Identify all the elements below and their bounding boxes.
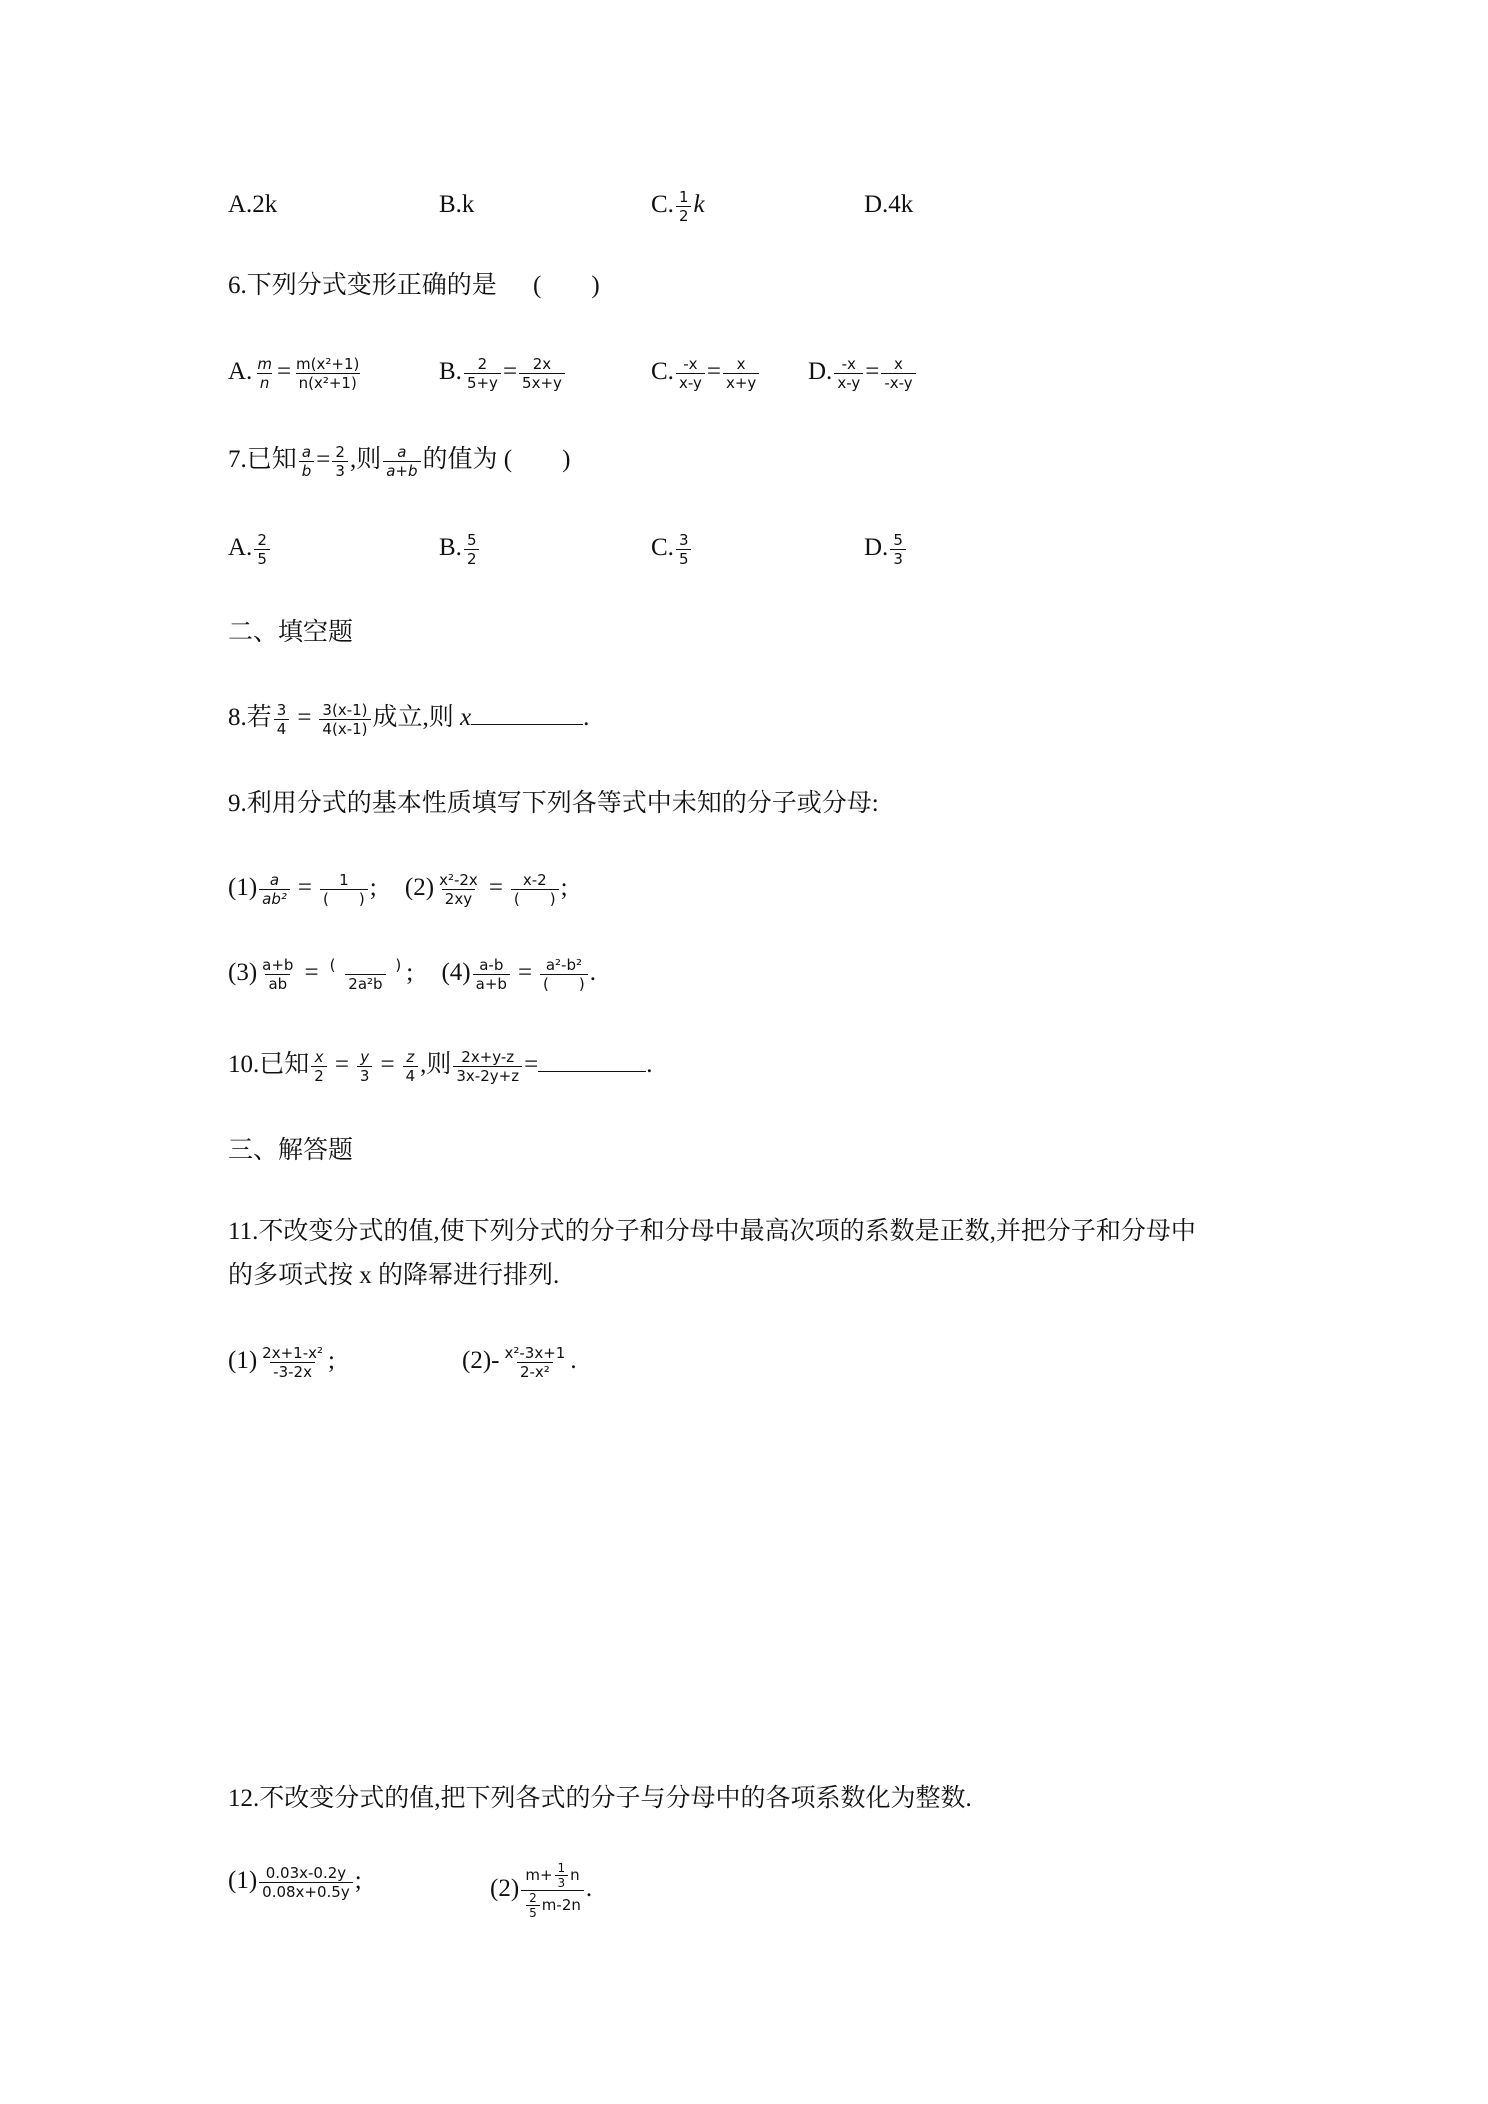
punctuation: ; xyxy=(328,1347,335,1374)
fraction xyxy=(511,871,559,908)
fraction-numerator: 3 xyxy=(678,530,689,549)
fraction-numerator: 2x+1-x² xyxy=(262,1343,323,1362)
fraction-denominator: 2a²b xyxy=(345,974,385,993)
fraction-denominator: 0.08x+0.5y xyxy=(259,1882,353,1901)
period: . xyxy=(646,1051,653,1078)
fraction-denominator: x-y xyxy=(676,373,705,392)
section-heading-fill-blank: 二、填空题 xyxy=(228,619,354,646)
fraction-numerator: 1 xyxy=(557,1861,566,1875)
fraction-denominator: ab xyxy=(265,974,290,993)
fraction xyxy=(357,1048,373,1085)
fraction xyxy=(453,1048,522,1085)
fraction-numerator: a+b xyxy=(262,955,294,974)
fraction-numerator: 2 xyxy=(335,442,345,461)
equals-sign: = xyxy=(334,1051,349,1078)
q5-option-c-fraction xyxy=(676,188,692,225)
q5-option-a: A.2k xyxy=(228,191,278,218)
fraction xyxy=(254,531,270,568)
fraction-numerator: a xyxy=(397,442,407,461)
item-label: (1) xyxy=(228,874,258,901)
fraction-denominator: 3 xyxy=(555,1875,569,1890)
q6-answer-paren: ( ) xyxy=(533,272,600,299)
fraction xyxy=(473,956,510,993)
fraction xyxy=(259,871,290,908)
fraction-numerator: x xyxy=(894,354,903,373)
punctuation: . xyxy=(570,1347,577,1374)
q7-option-d xyxy=(864,528,908,568)
fraction-denominator: 4 xyxy=(274,719,290,738)
fraction-denominator: 3 xyxy=(332,461,348,480)
answer-blank[interactable] xyxy=(538,1049,646,1072)
fraction-denominator: ab² xyxy=(259,889,290,908)
fraction-denominator: a+b xyxy=(473,974,510,993)
q6-option-d: D. $\frac{-x}{x-y}$ = $\frac{x}{-x-y}$ xyxy=(808,352,918,392)
denominator-text: m-2n xyxy=(541,1896,581,1914)
fraction-denominator: 3 xyxy=(357,1066,373,1085)
fraction xyxy=(723,355,759,392)
fraction-denominator: 5+y xyxy=(464,373,501,392)
fraction-numerator: x²-3x+1 xyxy=(504,1343,566,1362)
q7-option-c xyxy=(651,528,693,568)
fraction-denominator[interactable]: ( ) xyxy=(511,889,559,908)
fraction-denominator: 2xy xyxy=(442,889,475,908)
fraction-denominator: 2-x² xyxy=(517,1362,553,1381)
q7-text: 的值为 xyxy=(422,446,498,473)
numerator-text: m+ xyxy=(525,1866,553,1884)
q11-item-2 xyxy=(462,1341,577,1381)
fraction-numerator: 0.03x-0.2y xyxy=(265,1863,347,1882)
item-label: (2)- xyxy=(462,1347,500,1374)
fraction-numerator: 2x+y-z xyxy=(461,1047,515,1066)
fraction-numerator xyxy=(522,1861,582,1890)
fraction-denominator: x+y xyxy=(723,373,759,392)
option-label: A. xyxy=(228,358,253,385)
fraction-numerator: 5 xyxy=(893,530,903,549)
fraction-numerator: m xyxy=(257,354,272,373)
fraction-numerator: 2 xyxy=(257,530,267,549)
fraction-denominator[interactable]: ( ) xyxy=(540,974,588,993)
fraction-numerator[interactable]: ( ) xyxy=(329,955,402,974)
fraction xyxy=(501,1344,568,1381)
punctuation: ; xyxy=(406,959,414,986)
fraction-denominator: x-y xyxy=(834,373,863,392)
fraction-denominator: 3x-2y+z xyxy=(453,1066,522,1085)
fraction xyxy=(274,701,290,738)
q9-item-2 xyxy=(404,870,568,908)
fraction xyxy=(259,956,296,993)
fraction-numerator: 1 xyxy=(339,870,349,889)
fraction xyxy=(259,1344,326,1381)
q6-stem xyxy=(228,266,600,306)
q11-line2: 的多项式按 x 的降幂进行排列. xyxy=(228,1262,560,1289)
fraction-numerator: y xyxy=(360,1047,370,1066)
fraction-numerator: x xyxy=(314,1047,324,1066)
equals-sign: = xyxy=(316,446,331,473)
fraction-numerator: x-2 xyxy=(522,870,547,889)
q5-option-c xyxy=(651,185,705,225)
punctuation: ; xyxy=(369,874,377,901)
q6-option-b: B. $\frac{2}{5+y}$ = $\frac{2x}{5x+y}$ xyxy=(439,352,567,392)
q9-item-3 xyxy=(228,955,419,993)
q8-text: 8.若 xyxy=(228,704,272,731)
option-label: B. xyxy=(439,534,462,561)
equals-sign: = xyxy=(297,874,312,901)
q10 xyxy=(228,1045,652,1085)
q9-item-1 xyxy=(228,870,383,908)
fraction-numerator: z xyxy=(406,1047,415,1066)
fraction xyxy=(259,1864,353,1901)
fraction xyxy=(254,355,275,392)
q9-items-row1 xyxy=(228,868,568,908)
q7-text: ,则 xyxy=(349,446,382,473)
q7-stem xyxy=(228,440,570,480)
fraction-denominator: 2 xyxy=(464,549,480,568)
fraction-denominator: 3 xyxy=(890,549,906,568)
q7-option-b xyxy=(439,528,481,568)
fraction xyxy=(521,1861,584,1920)
q6-option-c: C. $\frac{-x}{x-y}$ = $\frac{x}{x+y}$ xyxy=(651,352,761,392)
fraction xyxy=(834,355,863,392)
q12-item-1 xyxy=(228,1861,362,1901)
fraction-denominator xyxy=(521,1890,584,1920)
fraction-denominator: b xyxy=(299,461,315,480)
fraction xyxy=(881,355,915,392)
nested-fraction xyxy=(555,1861,569,1890)
fraction-numerator: 2x xyxy=(532,354,552,373)
q12-item-2 xyxy=(490,1861,592,1920)
fraction xyxy=(311,1048,327,1085)
fraction xyxy=(299,443,315,480)
q5-option-d: D.4k xyxy=(864,191,914,218)
fraction xyxy=(540,956,588,993)
option-label: D. xyxy=(864,534,889,561)
fraction xyxy=(436,871,481,908)
fraction-denominator: 5 xyxy=(526,1905,540,1920)
q5-option-b: B.k xyxy=(439,191,475,218)
fraction-numerator: a²-b² xyxy=(545,955,582,974)
equals-sign: = xyxy=(304,959,319,986)
q9-items-row2 xyxy=(228,953,596,993)
q10-text: ,则 xyxy=(420,1051,452,1078)
punctuation: . xyxy=(585,1875,593,1903)
fraction xyxy=(319,701,370,738)
equals-sign: = xyxy=(488,874,503,901)
punctuation: ; xyxy=(560,874,568,901)
fraction xyxy=(403,1048,419,1085)
fraction-denominator: 2 xyxy=(676,206,692,225)
fraction-denominator: -3-2x xyxy=(270,1362,315,1381)
q7-options xyxy=(228,528,1228,578)
equals-sign: = xyxy=(380,1051,395,1078)
fraction-numerator: a-b xyxy=(479,955,504,974)
fraction xyxy=(519,355,565,392)
q8 xyxy=(228,698,589,738)
fraction-denominator: 5 xyxy=(676,549,692,568)
item-label: (2) xyxy=(404,874,435,901)
fraction-denominator[interactable]: ( ) xyxy=(320,889,368,908)
fraction-numerator: 1 xyxy=(678,187,689,206)
q6-stem-text: 6.下列分式变形正确的是 xyxy=(228,272,497,299)
answer-blank[interactable] xyxy=(471,702,583,725)
item-label: (3) xyxy=(228,959,258,986)
q6-option-a: A. $\frac{m}{n}$ = $\frac{\text{m(x²+1)}}{\text{n(x²+1)}}$ xyxy=(228,352,364,392)
fraction-numerator: 2 xyxy=(477,354,488,373)
item-label: (2) xyxy=(490,1875,520,1903)
item-label: (1) xyxy=(228,1867,258,1894)
fraction xyxy=(320,871,368,908)
fraction-denominator: n(x²+1) xyxy=(296,373,360,392)
fraction-numerator: -x xyxy=(683,354,698,373)
q9-stem: 9.利用分式的基本性质填写下列各等式中未知的分子或分母: xyxy=(228,790,879,817)
fraction-numerator: x xyxy=(736,354,746,373)
fraction-numerator: a xyxy=(301,442,312,461)
option-label: D. xyxy=(808,358,833,385)
fraction-denominator: -x-y xyxy=(881,373,915,392)
fraction-denominator: 5 xyxy=(254,549,270,568)
fraction xyxy=(327,956,405,993)
q8-text: 成立,则 xyxy=(372,704,454,731)
q12-items xyxy=(228,1861,1128,1921)
q8-variable: x xyxy=(460,704,472,731)
fraction-denominator: 4 xyxy=(403,1066,419,1085)
option-label: A. xyxy=(228,534,253,561)
q5-option-c-suffix: k xyxy=(693,191,705,218)
fraction-numerator: 3(x-1) xyxy=(322,700,368,719)
q5-option-c-label: C. xyxy=(651,191,674,218)
fraction xyxy=(293,355,362,392)
nested-fraction xyxy=(526,1891,540,1920)
fraction-denominator: a+b xyxy=(383,461,420,480)
q9-item-4 xyxy=(441,955,597,993)
fraction-numerator: m(x²+1) xyxy=(296,354,360,373)
numerator-text: n xyxy=(570,1866,580,1884)
q5-options xyxy=(228,185,1228,225)
option-label: C. xyxy=(651,358,674,385)
fraction-denominator: n xyxy=(257,373,273,392)
fraction xyxy=(464,355,501,392)
option-label: C. xyxy=(651,534,674,561)
q12-stem: 12.不改变分式的值,把下列各式的分子与分母中的各项系数化为整数. xyxy=(228,1785,972,1812)
period: . xyxy=(583,704,590,731)
fraction-numerator: -x xyxy=(841,354,856,373)
fraction-denominator: 2 xyxy=(311,1066,327,1085)
punctuation: ; xyxy=(354,1867,362,1894)
section-heading-solve: 三、解答题 xyxy=(228,1137,354,1164)
fraction-numerator: 2 xyxy=(529,1891,537,1905)
q11-line1: 11.不改变分式的值,使下列分式的分子和分母中最高次项的系数是正数,并把分子和分母中 xyxy=(228,1218,1196,1245)
q10-text: 10.已知 xyxy=(228,1051,310,1078)
item-label: (1) xyxy=(228,1347,258,1374)
q11-item-1 xyxy=(228,1341,335,1381)
fraction xyxy=(890,531,906,568)
fraction xyxy=(383,443,420,480)
fraction xyxy=(676,531,692,568)
fraction-numerator: a xyxy=(269,870,280,889)
item-label: (4) xyxy=(441,959,471,986)
fraction-numerator: 5 xyxy=(466,530,477,549)
fraction xyxy=(464,531,480,568)
equals-sign: = xyxy=(524,1051,539,1078)
fraction-denominator: 4(x-1) xyxy=(319,719,370,738)
fraction xyxy=(332,443,348,480)
q7-answer-paren: ( ) xyxy=(503,446,571,473)
fraction-numerator: x²-2x xyxy=(439,870,478,889)
fraction-denominator: 5x+y xyxy=(519,373,565,392)
q6-options xyxy=(228,352,1228,402)
equals-sign: = xyxy=(517,959,533,986)
punctuation: . xyxy=(589,959,597,986)
q7-option-a xyxy=(228,528,272,568)
q11-items xyxy=(228,1341,1128,1391)
option-label: B. xyxy=(439,358,462,385)
fraction-numerator: 3 xyxy=(276,700,287,719)
q7-text: 7.已知 xyxy=(228,446,297,473)
fraction xyxy=(676,355,705,392)
equals-sign: = xyxy=(297,704,312,731)
